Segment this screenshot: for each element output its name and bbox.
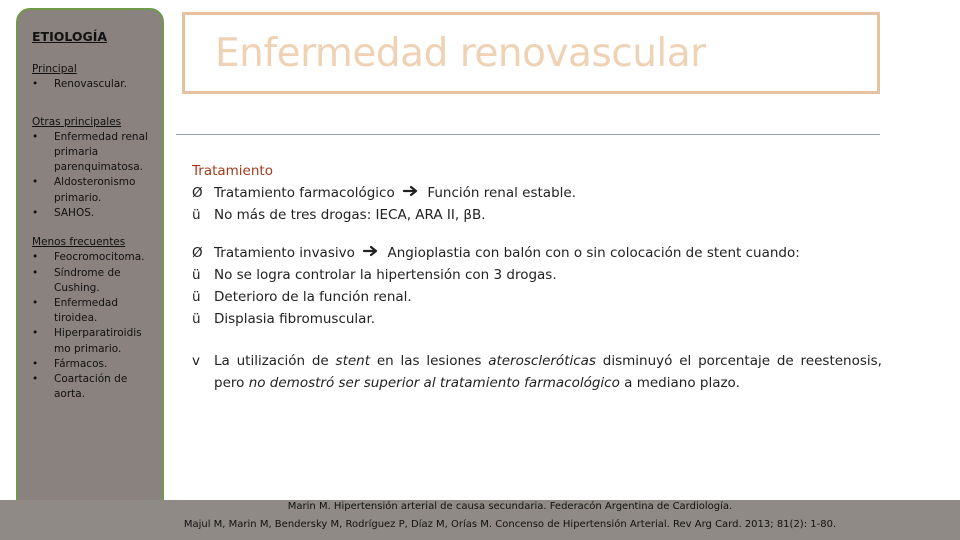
etiology-sidebar	[16, 8, 164, 520]
invasive-item: Deterioro de la función renal.	[214, 289, 412, 305]
sidebar-group-menos	[32, 235, 152, 402]
sidebar-list-item: • Enfermedad renal primaria parenquimatosa.	[32, 130, 152, 176]
sidebar-list-item: • Feocromocitoma.	[32, 250, 152, 265]
arrow-bullet-icon: Ø	[192, 185, 203, 201]
reference-line: Majul M, Marin M, Bendersky M, Rodríguez P, Díaz M, Orías M. Concenso de Hipertensión Arterial. Rev Arg Card. 2013; 81(2): 1-80.	[183, 519, 837, 530]
sidebar-list-item: • Hiperparatiroidis mo primario.	[32, 326, 152, 356]
invasive-item-row	[192, 286, 882, 308]
invasive-result: Angioplastia con balón con o sin colocación de stent cuando:	[387, 245, 800, 261]
pharma-row	[192, 182, 882, 204]
pharma-check-text: No más de tres drogas: IECA, ARA II, βB.	[214, 207, 486, 223]
section-heading: Tratamiento	[192, 163, 273, 179]
diamond-bullet-icon: v	[192, 353, 200, 369]
check-bullet-icon: ü	[192, 207, 201, 223]
pharma-result: Función renal estable.	[427, 185, 576, 201]
sidebar-group-title: Otras principales	[32, 115, 122, 128]
note-part: disminuyó el porcentaje de reestenosis, pero	[214, 353, 882, 391]
note-text	[214, 350, 882, 394]
pharma-lead: Tratamiento farmacológico	[214, 185, 395, 201]
sidebar-list-item: • Fármacos.	[32, 357, 152, 372]
right-arrow-icon	[363, 242, 379, 264]
invasive-item-row	[192, 264, 882, 286]
invasive-row	[192, 242, 882, 264]
note-part: La utilización de	[214, 353, 336, 369]
sidebar-list-item: • SAHOS.	[32, 206, 152, 221]
pharma-check-row	[192, 204, 882, 226]
sidebar-list-item: • Coartación de aorta.	[32, 372, 152, 402]
sidebar-list-item: • Síndrome de Cushing.	[32, 266, 152, 296]
sidebar-title: ETIOLOGÍA	[32, 29, 108, 44]
arrow-bullet-icon: Ø	[192, 245, 203, 261]
sidebar-group-otras	[32, 115, 152, 222]
sidebar-group-title: Principal	[32, 63, 77, 76]
divider	[176, 134, 880, 135]
note-part-italic: stent	[335, 353, 371, 369]
main-content	[192, 160, 882, 394]
sidebar-list-item: • Aldosteronismo primario.	[32, 175, 152, 205]
sidebar-list	[32, 250, 152, 402]
sidebar-list	[32, 77, 152, 92]
invasive-item: No se logra controlar la hipertensión con 3 drogas.	[214, 267, 557, 283]
note-part-italic: ateroscleróticas	[488, 353, 596, 369]
sidebar-list	[32, 130, 152, 221]
reference-line: Marin M. Hipertensión arterial de causa secundaria. Federacón Argentina de Cardiología.	[287, 501, 733, 512]
sidebar-group-title: Menos frecuentes	[32, 236, 126, 249]
check-bullet-icon: ü	[192, 311, 201, 327]
note-part-italic: no demostró ser superior al tratamiento farmacológico	[248, 375, 620, 391]
sidebar-list-item: • Enfermedad tiroidea.	[32, 296, 152, 326]
sidebar-list-item: • Renovascular.	[32, 77, 152, 92]
title-box	[182, 12, 880, 94]
slide-title: Enfermedad renovascular	[215, 30, 706, 76]
check-bullet-icon: ü	[192, 267, 201, 283]
right-arrow-icon	[403, 182, 419, 204]
note-part: a mediano plazo.	[619, 375, 740, 391]
note-row	[192, 350, 882, 394]
footer-references	[0, 498, 960, 534]
check-bullet-icon: ü	[192, 289, 201, 305]
sidebar-group-principal	[32, 62, 152, 92]
note-part: en las lesiones	[370, 353, 489, 369]
invasive-item-row	[192, 308, 882, 330]
invasive-item: Displasia fibromuscular.	[214, 311, 376, 327]
invasive-lead: Tratamiento invasivo	[214, 245, 355, 261]
